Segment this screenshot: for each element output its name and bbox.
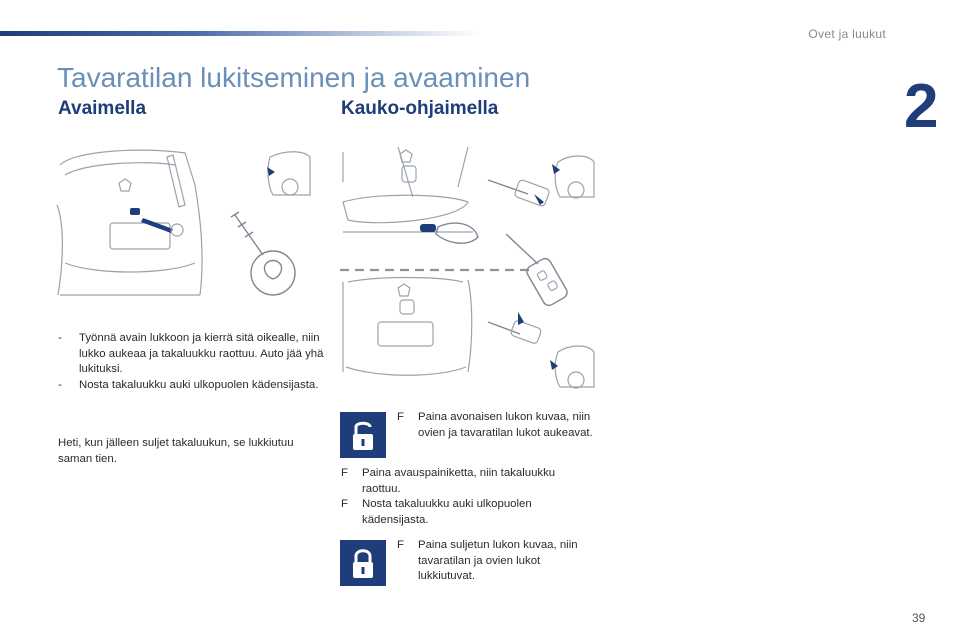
- remote-tailgate-illustration: [338, 142, 598, 392]
- list-item: [58, 378, 328, 394]
- bullet-dash: -: [58, 332, 62, 344]
- bullet-dash: -: [58, 378, 62, 391]
- bullet-text: Paina suljetun lukon kuvaa, niin tavaratilan ja ovien lukot lukkiutuvat.: [418, 539, 578, 582]
- heading-remote: Kauko-ohjaimella: [341, 98, 499, 119]
- bullet-mark: F: [341, 498, 348, 510]
- page-number: 39: [912, 611, 926, 625]
- list-item: [397, 538, 597, 585]
- bullet-text: Paina avauspainiketta, niin takaluukku raottuu.: [362, 467, 556, 495]
- header-gradient-bar: [0, 31, 480, 36]
- unlock-instruction: [397, 410, 597, 441]
- bullet-mark: F: [397, 411, 404, 423]
- unlock-button-icon: [340, 412, 386, 458]
- page-title: Tavaratilan lukitseminen ja avaaminen: [57, 62, 531, 93]
- bullet-text: Työnnä avain lukkoon ja kierrä sitä oikealle, niin lukko aukeaa ja takaluukku raottuu. Auto jää yhä lukituksi.: [79, 332, 324, 375]
- bullet-mark: F: [341, 467, 348, 479]
- list-item: [341, 497, 591, 528]
- bullet-text: Nosta takaluukku auki ulkopuolen kädensijasta.: [79, 378, 319, 391]
- heading-key: Avaimella: [58, 98, 147, 119]
- left-bullet-list: [58, 331, 328, 393]
- lock-icon: [340, 540, 386, 586]
- lock-button-icon: [340, 540, 386, 586]
- lock-instruction: [397, 538, 597, 585]
- bullet-text: Paina avonaisen lukon kuvaa, niin ovien ja tavaratilan lukot aukeavat.: [418, 411, 593, 439]
- list-item: [397, 410, 597, 441]
- chapter-number: 2: [904, 72, 939, 141]
- list-item: [341, 466, 591, 497]
- section-header: Ovet ja luukut: [808, 27, 886, 41]
- bullet-mark: F: [397, 539, 404, 551]
- unlock-icon: [340, 412, 386, 458]
- remote-step-list: [341, 466, 591, 528]
- list-item: [58, 331, 328, 378]
- left-note: Heti, kun jälleen suljet takaluukun, se lukkiutuu saman tien.: [58, 437, 294, 465]
- key-tailgate-illustration: [55, 145, 315, 305]
- bullet-text: Nosta takaluukku auki ulkopuolen kädensijasta.: [362, 498, 532, 526]
